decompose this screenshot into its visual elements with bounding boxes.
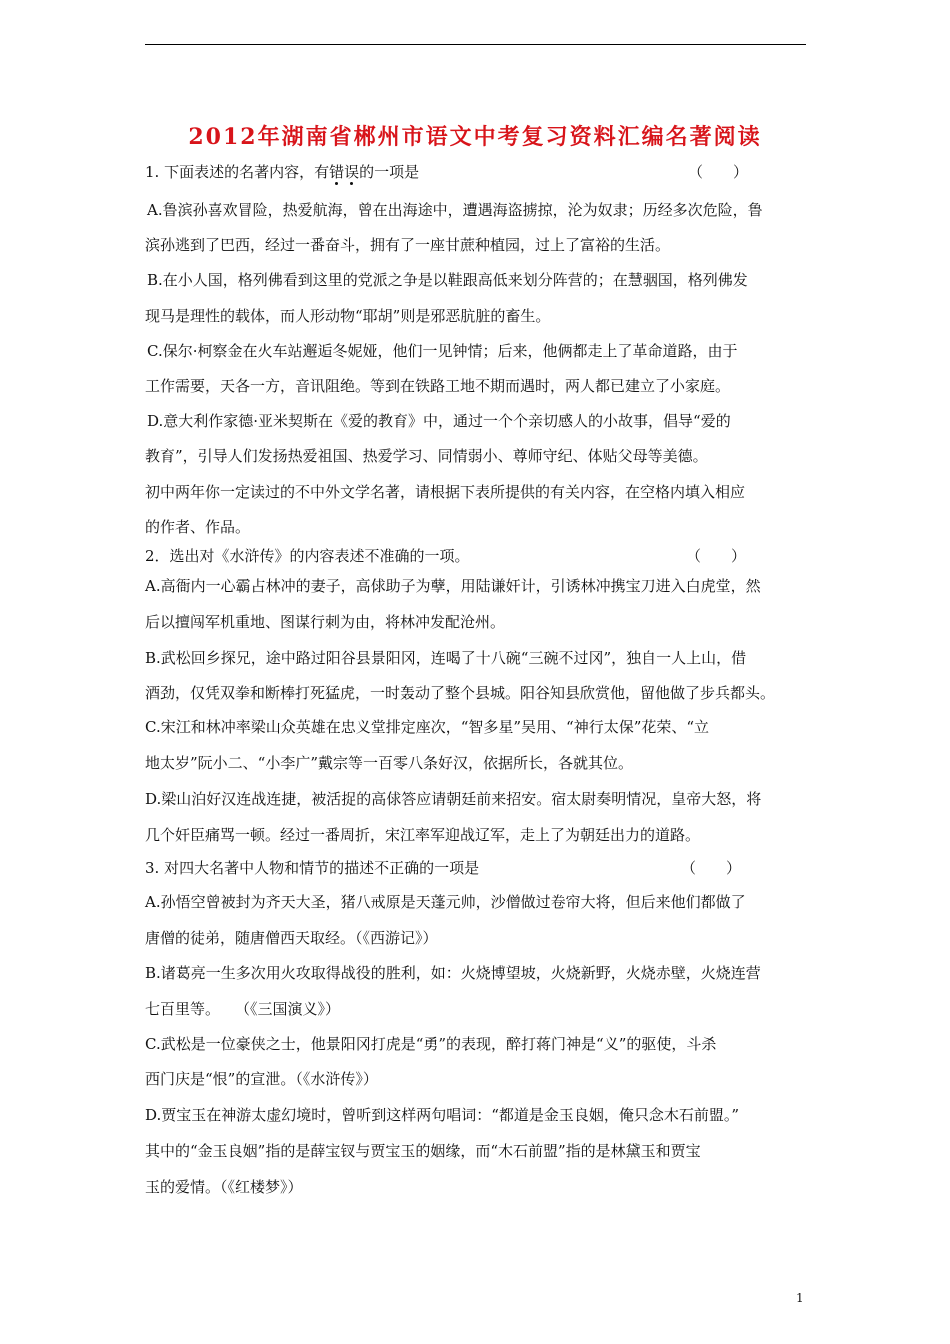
q1-option-d-line1: D.意大利作家德·亚米契斯在《爱的教育》中，通过一个个亲切感人的小故事，倡导“爱的	[147, 412, 731, 430]
q1-option-b-line1: B.在小人国，格列佛看到这里的党派之争是以鞋跟高低来划分阵营的；在慧骃国，格列佛发	[147, 271, 748, 289]
q3-option-d-line1: D.贾宝玉在神游太虚幻境时，曾听到这样两句唱词：“都道是金玉良姻，俺只念木石前盟。”	[145, 1106, 740, 1124]
q3-option-a-line1: A.孙悟空曾被封为齐天大圣，猪八戒原是天蓬元帅，沙僧做过卷帘大将，但后来他们都做了	[145, 893, 746, 911]
q3-option-b-line2: 七百里等。 （《三国演义》）	[145, 1000, 341, 1018]
q3-option-d-line2: 其中的“金玉良姻”指的是薛宝钗与贾宝玉的姻缘，而“木石前盟”指的是林黛玉和贾宝	[145, 1142, 701, 1160]
q3-option-c-line2: 西门庆是“恨”的宣泄。（《水浒传》）	[145, 1070, 378, 1088]
q2-option-a-line2: 后以擅闯军机重地、图谋行刺为由，将林冲发配沧州。	[145, 613, 506, 631]
q2-option-b-line2: 酒劲，仅凭双拳和断棒打死猛虎，一时轰动了整个县城。阳谷知县欣赏他，留他做了步兵都头。	[145, 684, 776, 702]
answer-blank: （ ）	[688, 163, 749, 181]
q2-option-a-line1: A.高衙内一心霸占林冲的妻子，高俅助子为孽，用陆谦奸计，引诱林冲携宝刀进入白虎堂，然	[145, 577, 761, 595]
page-number: 1	[796, 1291, 804, 1305]
q2-option-d-line2: 几个奸臣痛骂一顿。经过一番周折，宋江率军迎战辽军，走上了为朝廷出力的道路。	[145, 826, 701, 844]
q1-option-c-line1: C.保尔·柯察金在火车站邂逅冬妮娅，他们一见钟情；后来，他俩都走上了革命道路，由于	[147, 342, 738, 360]
instruction-line2: 的作者、作品。	[145, 518, 251, 536]
q3-option-b-line1: B.诸葛亮一生多次用火攻取得战役的胜利，如：火烧博望坡，火烧新野，火烧赤壁，火烧连营	[145, 964, 761, 982]
q2-option-c-line1: C.宋江和林冲率梁山众英雄在忠义堂排定座次，“智多星”吴用、“神行太保”花荣、“立	[145, 718, 710, 736]
q1-option-d-line2: 教育”，引导人们发扬热爱祖国、热爱学习、同情弱小、尊师守纪、体贴父母等美德。	[145, 447, 708, 465]
question-2-stem: 2．选出对《水浒传》的内容表述不准确的一项。	[145, 547, 470, 565]
answer-blank: （ ）	[681, 859, 742, 877]
emphasis-char: 误	[344, 163, 360, 181]
q2-option-c-line2: 地太岁”阮小二、“小李广”戴宗等一百零八条好汉，依据所长，各就其位。	[145, 754, 634, 772]
question-1-stem: 1. 下面表述的名著内容，有错误的一项是	[145, 163, 420, 181]
question-3-stem: 3. 对四大名著中人物和情节的描述不正确的一项是	[145, 859, 480, 877]
q1-option-b-line2: 现马是理性的载体，而人形动物“耶胡”则是邪恶肮脏的畜生。	[145, 307, 551, 325]
answer-blank: （ ）	[686, 547, 747, 565]
instruction-line1: 初中两年你一定读过的不中外文学名著，请根据下表所提供的有关内容，在空格内填入相应	[145, 483, 746, 501]
q3-option-a-line2: 唐僧的徒弟，随唐僧西天取经。（《西游记》）	[145, 929, 438, 947]
header-rule	[145, 44, 806, 45]
emphasis-char: 错	[329, 163, 345, 181]
q1-option-a-line1: A.鲁滨孙喜欢冒险，热爱航海，曾在出海途中，遭遇海盗掳掠，沦为奴隶；历经多次危险，鲁	[147, 201, 763, 219]
q2-option-b-line1: B.武松回乡探兄，途中路过阳谷县景阳冈，连喝了十八碗“三碗不过冈”，独自一人上山，借	[145, 649, 747, 667]
q3-option-c-line1: C.武松是一位豪侠之士，他景阳冈打虎是“勇”的表现，醉打蒋门神是“义”的驱使，斗杀	[145, 1035, 717, 1053]
q3-option-d-line3: 玉的爱情。（《红楼梦》）	[145, 1178, 303, 1196]
q2-option-d-line1: D.梁山泊好汉连战连捷，被活捉的高俅答应请朝廷前来招安。宿太尉奏明情况，皇帝大怒，将	[145, 790, 762, 808]
document-title: 2012年湖南省郴州市语文中考复习资料汇编名著阅读	[188, 124, 762, 150]
q1-option-a-line2: 滨孙逃到了巴西，经过一番奋斗，拥有了一座甘蔗种植园，过上了富裕的生活。	[145, 236, 671, 254]
q1-option-c-line2: 工作需要，天各一方，音讯阻绝。等到在铁路工地不期而遇时，两人都已建立了小家庭。	[145, 377, 731, 395]
